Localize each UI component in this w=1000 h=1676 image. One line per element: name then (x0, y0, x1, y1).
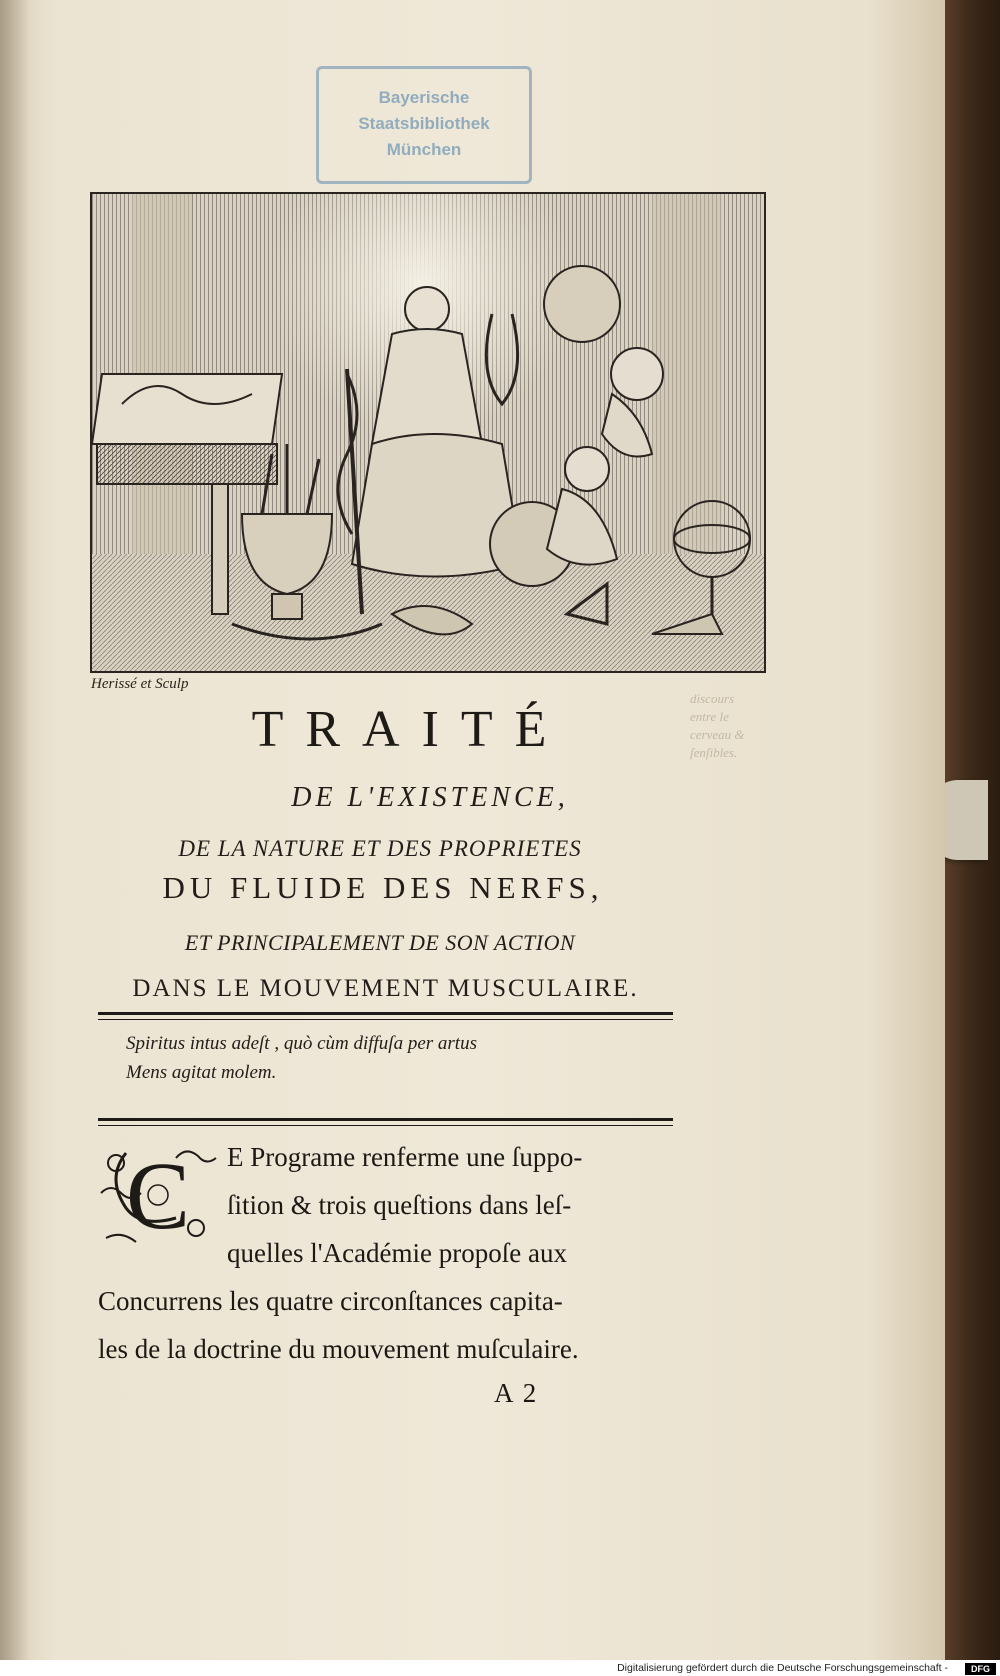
rule-bottom-thick (98, 1118, 673, 1121)
title-line-4: ET PRINCIPALEMENT DE SON ACTION (184, 930, 576, 955)
engraver-signature: Herissé et Sculp (91, 676, 189, 692)
engraving-illustration (90, 192, 766, 673)
title-main: TRAITÉ (251, 701, 569, 758)
rule-top-thick (98, 1012, 673, 1015)
title-line-2: DE LA NATURE ET DES PROPRIETES (178, 836, 582, 861)
motto-line-2: Mens agitat molem. (126, 1062, 277, 1083)
svg-text:C: C (125, 1142, 191, 1249)
drop-cap-c-icon (96, 1133, 219, 1253)
footer-bar (0, 1660, 1000, 1676)
motto-line-1: Spiritus intus adeſt , quò cùm diffuſa per artus (126, 1033, 477, 1054)
stamp-line: Staatsbibliothek (358, 114, 490, 133)
engraving-drawing (92, 194, 764, 671)
footer-credit: Digitalisierung gefördert durch die Deutsche Forschungsgemeinschaft - (617, 1662, 948, 1674)
title-line-3: DU FLUIDE DES NERFS, (162, 870, 604, 905)
body-line: E Programe renferme une ſuppo- (227, 1142, 583, 1172)
rule-top-thin (98, 1019, 673, 1020)
signature-mark: A 2 (494, 1378, 539, 1408)
title-line-5: DANS LE MOUVEMENT MUSCULAIRE. (132, 975, 639, 1002)
body-line: ſition & trois queſtions dans leſ- (227, 1190, 572, 1220)
body-line: les de la doctrine du mouvement muſculaire. (98, 1334, 579, 1364)
drop-cap-ornament (96, 1133, 219, 1253)
bleed-through-text: discours entre le cerveau & ſenſibles. (690, 691, 745, 760)
dfg-logo: DFG (965, 1663, 996, 1675)
title-line-1: DE L'EXISTENCE, (291, 782, 569, 813)
gutter-shadow (0, 0, 30, 1660)
stamp-line: Bayerische (378, 88, 470, 107)
body-line: quelles l'Académie propoſe aux (227, 1238, 567, 1268)
rule-bottom-thin (98, 1125, 673, 1126)
body-line: Concurrens les quatre circonſtances capita- (98, 1286, 563, 1316)
library-stamp (316, 66, 532, 184)
stamp-line: München (386, 140, 462, 159)
